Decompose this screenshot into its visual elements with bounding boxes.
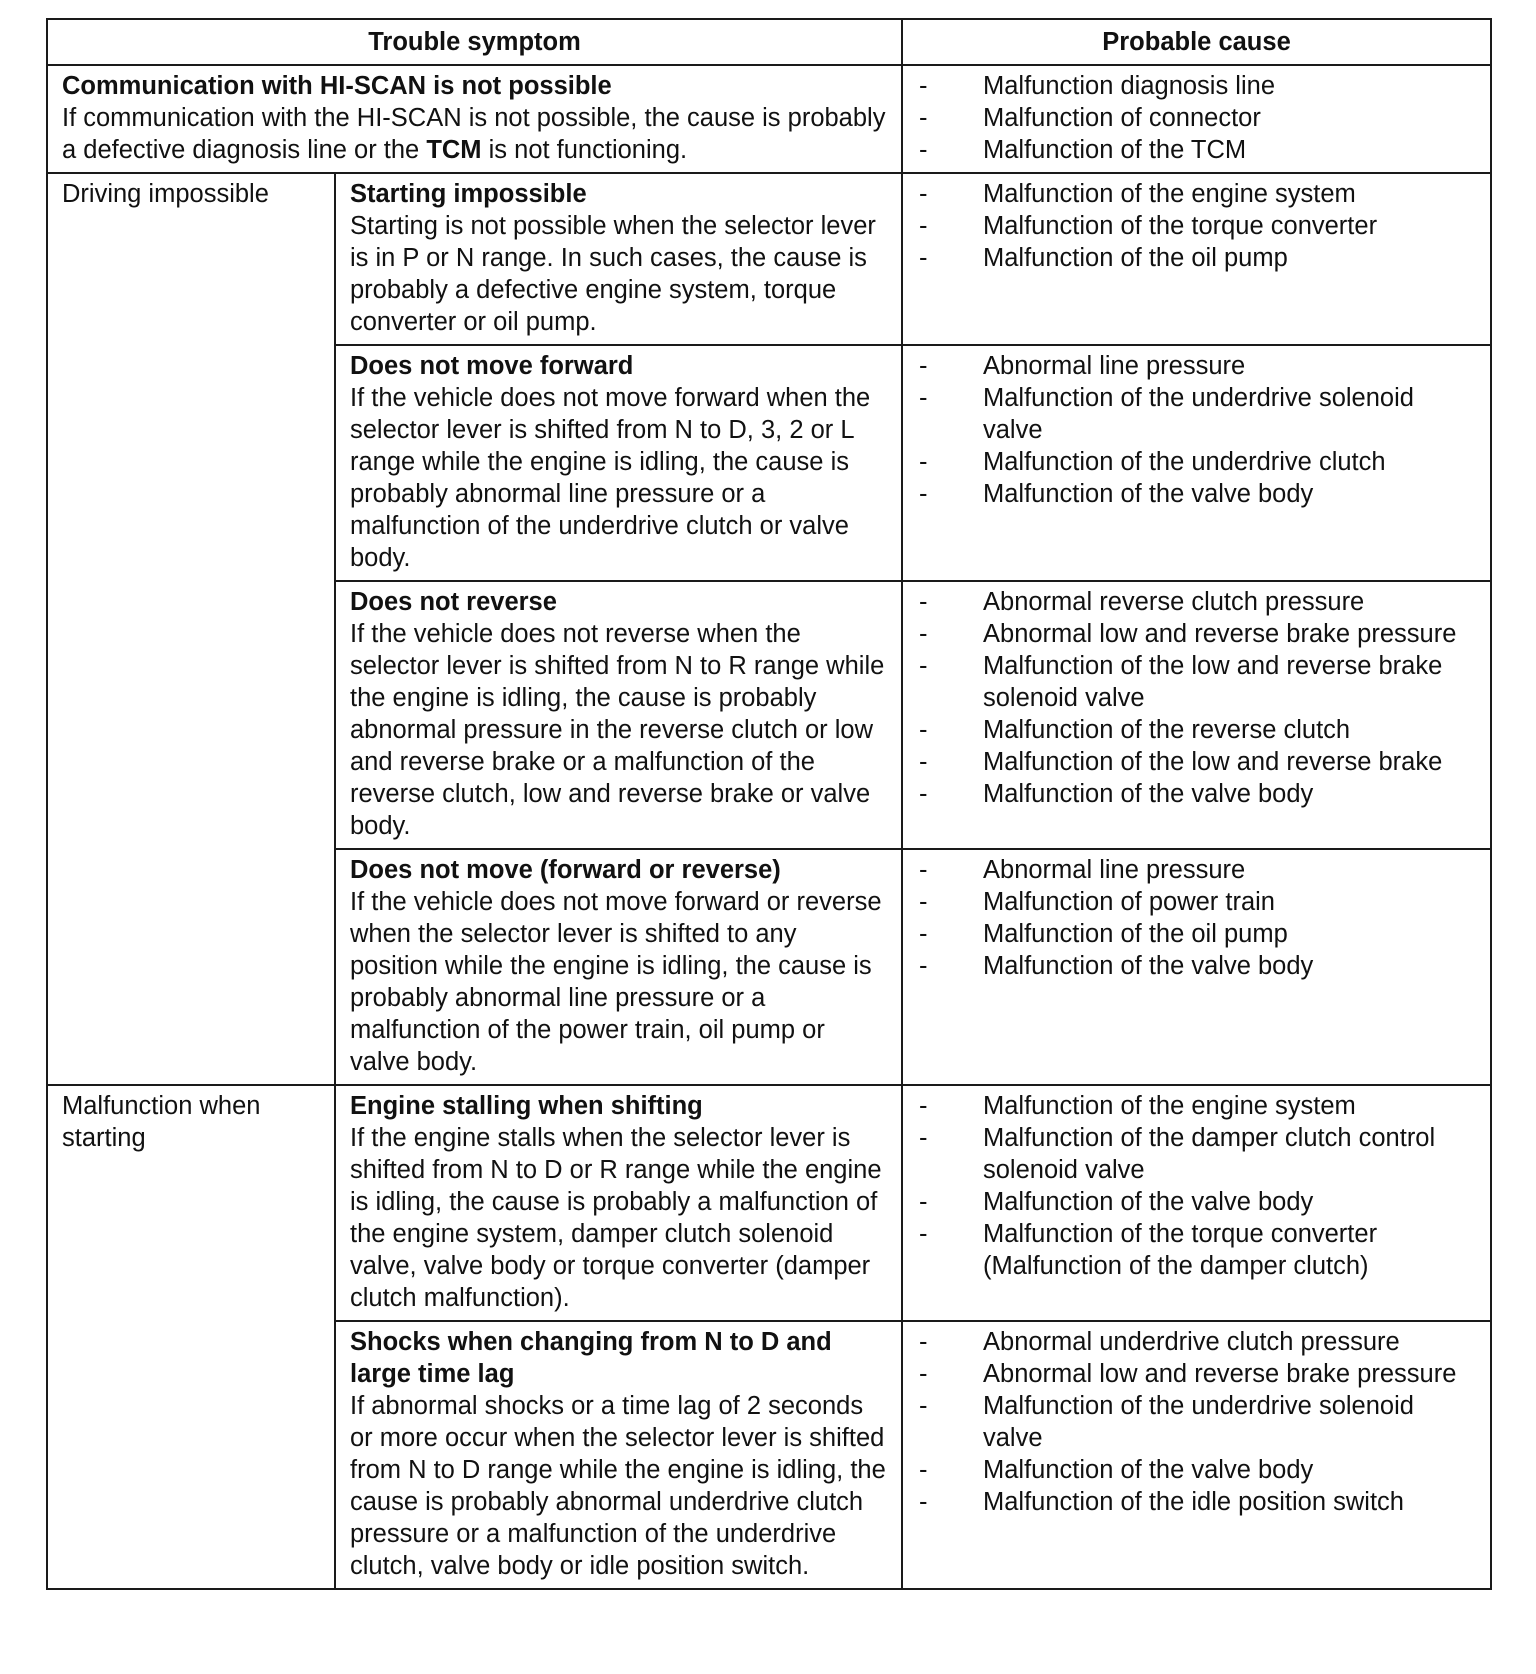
category-cell-driving-impossible: Driving impossible [47, 173, 335, 1085]
cause-item: - Malfunction of connector [917, 102, 1476, 134]
symptom-title: Starting impossible [350, 180, 587, 208]
description-text: If communication with the HI-SCAN is not possible, the cause is probably a defective diagnosis line or the [62, 104, 886, 164]
symptom-title: Shocks when changing from N to D and large time lag [350, 1328, 832, 1388]
cause-item: - Malfunction of the valve body [917, 1186, 1476, 1218]
table-row [47, 65, 1491, 173]
cause-item: - Abnormal underdrive clutch pressure [917, 1326, 1476, 1358]
cause-list [917, 1090, 1476, 1282]
cause-item: - Malfunction of the reverse clutch [917, 714, 1476, 746]
cause-item: - Malfunction of the oil pump [917, 242, 1476, 274]
symptom-title: Engine stalling when shifting [350, 1092, 703, 1120]
cause-item: - Abnormal line pressure [917, 350, 1476, 382]
cause-item: - Malfunction of the torque converter [917, 210, 1476, 242]
symptom-description: If the vehicle does not move forward or reverse when the selector lever is shifted to any position while the engine is idling, the cause is probably abnormal line pressure or a malfunction of the power train, oil pump or valve body. [350, 888, 882, 1076]
cause-item: - Abnormal low and reverse brake pressure [917, 618, 1476, 650]
cause-item: - Malfunction of the idle position switch [917, 1486, 1476, 1518]
cause-item: - Malfunction of the underdrive solenoid valve [917, 382, 1476, 446]
cause-item: - Malfunction of power train [917, 886, 1476, 918]
cause-item: - Abnormal reverse clutch pressure [917, 586, 1476, 618]
symptom-cell [335, 849, 902, 1085]
symptom-description: Starting is not possible when the selector lever is in P or N range. In such cases, the cause is probably a defective engine system, torque converter or oil pump. [350, 212, 876, 336]
cause-cell [902, 1321, 1491, 1589]
cause-list [917, 178, 1476, 274]
symptom-description: If the vehicle does not move forward when the selector lever is shifted from N to D, 3, 2 or L range while the engine is idling, the cause is probably abnormal line pressure or a malfunction of the underdrive clutch or valve body. [350, 384, 871, 572]
symptom-cell [335, 1085, 902, 1321]
table-row [47, 1085, 1491, 1321]
cause-item: - Malfunction diagnosis line [917, 70, 1476, 102]
cause-item: - Malfunction of the valve body [917, 778, 1476, 810]
symptom-title: Communication with HI-SCAN is not possible [62, 72, 612, 100]
symptom-title: Does not reverse [350, 588, 557, 616]
description-text-end: is not functioning. [481, 136, 688, 164]
cause-cell [902, 1085, 1491, 1321]
header-probable-cause: Probable cause [902, 19, 1491, 65]
symptom-cell [335, 345, 902, 581]
cause-item: - Malfunction of the TCM [917, 134, 1476, 166]
cause-item: - Malfunction of the damper clutch control solenoid valve [917, 1122, 1476, 1186]
cause-list [917, 586, 1476, 810]
cause-cell [902, 581, 1491, 849]
trouble-symptom-table [46, 18, 1492, 1590]
cause-cell [902, 65, 1491, 173]
symptom-cell [335, 173, 902, 345]
cause-item: - Malfunction of the oil pump [917, 918, 1476, 950]
symptom-title: Does not move (forward or reverse) [350, 856, 781, 884]
symptom-cell [47, 65, 902, 173]
symptom-description: If abnormal shocks or a time lag of 2 seconds or more occur when the selector lever is shifted from N to D range while the engine is idling, the cause is probably abnormal underdrive clutch pressure or a malfunction of the underdrive clutch, valve body or idle position switch. [350, 1392, 886, 1580]
cause-cell [902, 849, 1491, 1085]
table-header-row [47, 19, 1491, 65]
cause-item: - Malfunction of the low and reverse brake [917, 746, 1476, 778]
cause-list [917, 350, 1476, 510]
cause-item: - Malfunction of the valve body [917, 950, 1476, 982]
cause-item: - Malfunction of the underdrive clutch [917, 446, 1476, 478]
cause-item: - Malfunction of the torque converter (Malfunction of the damper clutch) [917, 1218, 1476, 1282]
cause-cell [902, 345, 1491, 581]
description-tcm: TCM [426, 136, 482, 164]
cause-item: - Malfunction of the engine system [917, 1090, 1476, 1122]
symptom-description: If the vehicle does not reverse when the selector lever is shifted from N to R range while the engine is idling, the cause is probably abnormal pressure in the reverse clutch or low and reverse brake or a malfunction of the reverse clutch, low and reverse brake or valve body. [350, 620, 885, 840]
symptom-description: If the engine stalls when the selector lever is shifted from N to D or R range while the engine is idling, the cause is probably a malfunction of the engine system, damper clutch solenoid valve, valve body or torque converter (damper clutch malfunction). [350, 1124, 882, 1312]
header-trouble-symptom: Trouble symptom [47, 19, 902, 65]
cause-item: - Malfunction of the engine system [917, 178, 1476, 210]
cause-item: - Malfunction of the low and reverse brake solenoid valve [917, 650, 1476, 714]
table-row [47, 173, 1491, 345]
category-cell-malfunction-when-starting: Malfunction when starting [47, 1085, 335, 1589]
cause-cell [902, 173, 1491, 345]
cause-item: - Malfunction of the valve body [917, 1454, 1476, 1486]
cause-item: - Malfunction of the valve body [917, 478, 1476, 510]
symptom-description [62, 102, 887, 166]
cause-item: - Malfunction of the underdrive solenoid valve [917, 1390, 1476, 1454]
cause-list [917, 854, 1476, 982]
symptom-title: Does not move forward [350, 352, 634, 380]
cause-item: - Abnormal low and reverse brake pressure [917, 1358, 1476, 1390]
cause-list [917, 70, 1476, 166]
symptom-cell [335, 1321, 902, 1589]
cause-item: - Abnormal line pressure [917, 854, 1476, 886]
symptom-cell [335, 581, 902, 849]
cause-list [917, 1326, 1476, 1518]
